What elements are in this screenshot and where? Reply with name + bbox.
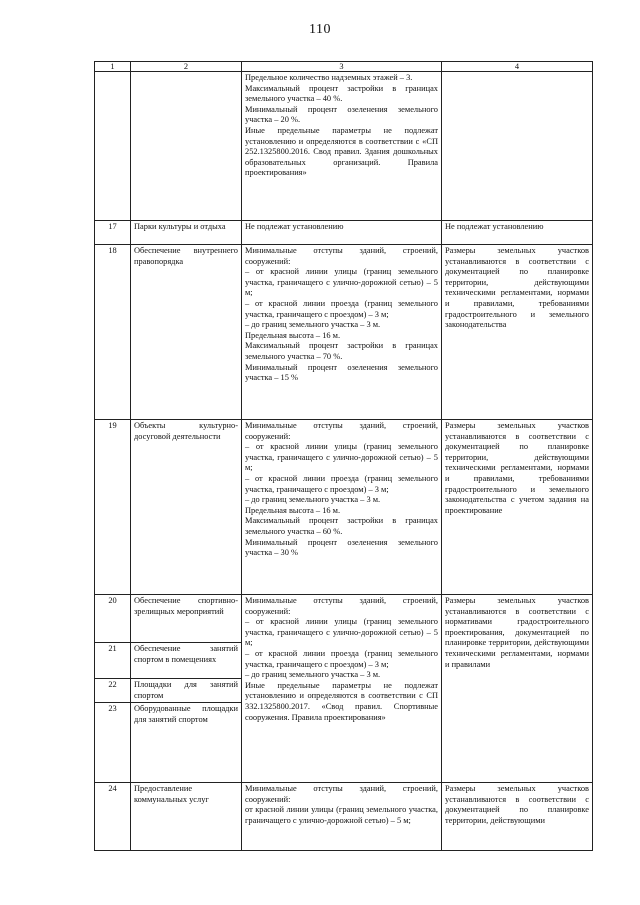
use-type-name: Обеспечение занятий спортом в помещениях	[134, 644, 238, 664]
column-number-3: 3	[242, 62, 442, 72]
use-type-name: Площадки для занятий спортом	[134, 680, 238, 700]
column-number-row	[95, 62, 593, 72]
notes-text: Размеры земельных участков устанавливаются в соответствии с документацией по планировке территории, действующими	[445, 784, 589, 825]
row-number: 18	[95, 245, 131, 420]
table-row	[95, 420, 593, 595]
column-number-2: 2	[131, 62, 242, 72]
row-number: 17	[95, 221, 131, 245]
row-number: 20	[95, 595, 131, 643]
row-number: 19	[95, 420, 131, 595]
parameters-text: Не подлежат установлению	[245, 222, 344, 231]
table-row	[95, 595, 593, 643]
table-row	[95, 245, 593, 420]
row-number-cell	[95, 72, 131, 221]
row-number: 24	[95, 783, 131, 851]
parameters-text: Минимальные отступы зданий, строений, сооружений: – от красной линии улицы (границ земельного участка, граничащего с улично-дорожной сетью) – 5 м; – от красной линии проезда (границ земельного участка, граничащего с проездом) – 3 м; – до границ земельного участка – 3 м. Предельная высота – 16 м. Максимальный процент застройки в границах земельного участка – 60 %. Минимальный процент озеленения земельного участка – 30 %	[245, 421, 438, 558]
zoning-table	[94, 61, 593, 851]
table-row	[95, 221, 593, 245]
table-row	[95, 783, 593, 851]
row-number: 22	[95, 679, 131, 703]
notes-text: Размеры земельных участков устанавливаются в соответствии с нормативами градостроительного проектирования, документацией по планировке территории, действующими техническими регламентами, нормами и правилами	[445, 596, 589, 669]
column-number-4: 4	[442, 62, 593, 72]
notes-text: Размеры земельных участков устанавливаются в соответствии с документацией по планировке территории, действующими техническими регламентами, нормами и правилами, требованиями градостроительного и земельного законодательства с учетом задания на проектирование	[445, 421, 589, 515]
use-type-name: Парки культуры и отдыха	[134, 222, 226, 231]
parameters-text: Предельное количество надземных этажей – 3. Максимальный процент застройки в границах земельного участка – 40 %. Минимальный процент озеленения земельного участка – 20 %. Иные предельные параметры не подлежат установлению и определяются в соответствии с «СП 252.1325800.2016. Свод правил. Здания дошкольных образовательных организаций. Правила проектирования»	[245, 73, 438, 178]
table-row-continuation	[95, 72, 593, 221]
use-type-cell	[131, 72, 242, 221]
notes-text: Не подлежат установлению	[445, 222, 544, 231]
parameters-text: Минимальные отступы зданий, строений, сооружений: – от красной линии улицы (границ земельного участка, граничащего с улично-дорожной сетью) – 5 м; – от красной линии проезда (границ земельного участка, граничащего с проездом) – 3 м; – до границ земельного участка – 3 м. Предельная высота – 16 м. Максимальный процент застройки в границах земельного участка – 70 %. Минимальный процент озеленения земельного участка – 15 %	[245, 246, 438, 383]
parameters-cell-group	[242, 595, 442, 783]
use-type-name: Предоставление коммунальных услуг	[134, 784, 209, 804]
row-number: 23	[95, 703, 131, 783]
notes-cell-group	[442, 595, 593, 783]
column-number-1: 1	[95, 62, 131, 72]
use-type-name: Объекты культурно-досуговой деятельности	[134, 421, 238, 441]
use-type-name: Оборудованные площадки для занятий спортом	[134, 704, 238, 724]
notes-cell	[442, 72, 593, 221]
row-number: 21	[95, 643, 131, 679]
page-number: 110	[309, 22, 331, 37]
use-type-name: Обеспечение внутреннего правопорядка	[134, 246, 238, 266]
notes-text: Размеры земельных участков устанавливаются в соответствии с документацией по планировке территории, действующими техническими регламентами, нормами и правилами, требованиями градостроительного и земельного законодательства	[445, 246, 589, 330]
use-type-name: Обеспечение спортивно-зрелищных мероприятий	[134, 596, 238, 616]
parameters-text: Минимальные отступы зданий, строений, сооружений: от красной линии улицы (границ земельного участка, граничащего с улично-дорожной сетью) – 5 м;	[245, 784, 438, 825]
parameters-cell	[242, 72, 442, 221]
parameters-text: Минимальные отступы зданий, строений, сооружений: – от красной линии улицы (границ земельного участка, граничащего с улично-дорожной сетью) – 5 м; – от красной линии проезда (границ земельного участка, граничащего с проездом) – 3 м; – до границ земельного участка – 3 м. Иные предельные параметры не подлежат установлению и определяются в соответствии с СП 332.1325800.2017. «Свод правил. Спортивные сооружения. Правила проектирования»	[245, 596, 438, 722]
